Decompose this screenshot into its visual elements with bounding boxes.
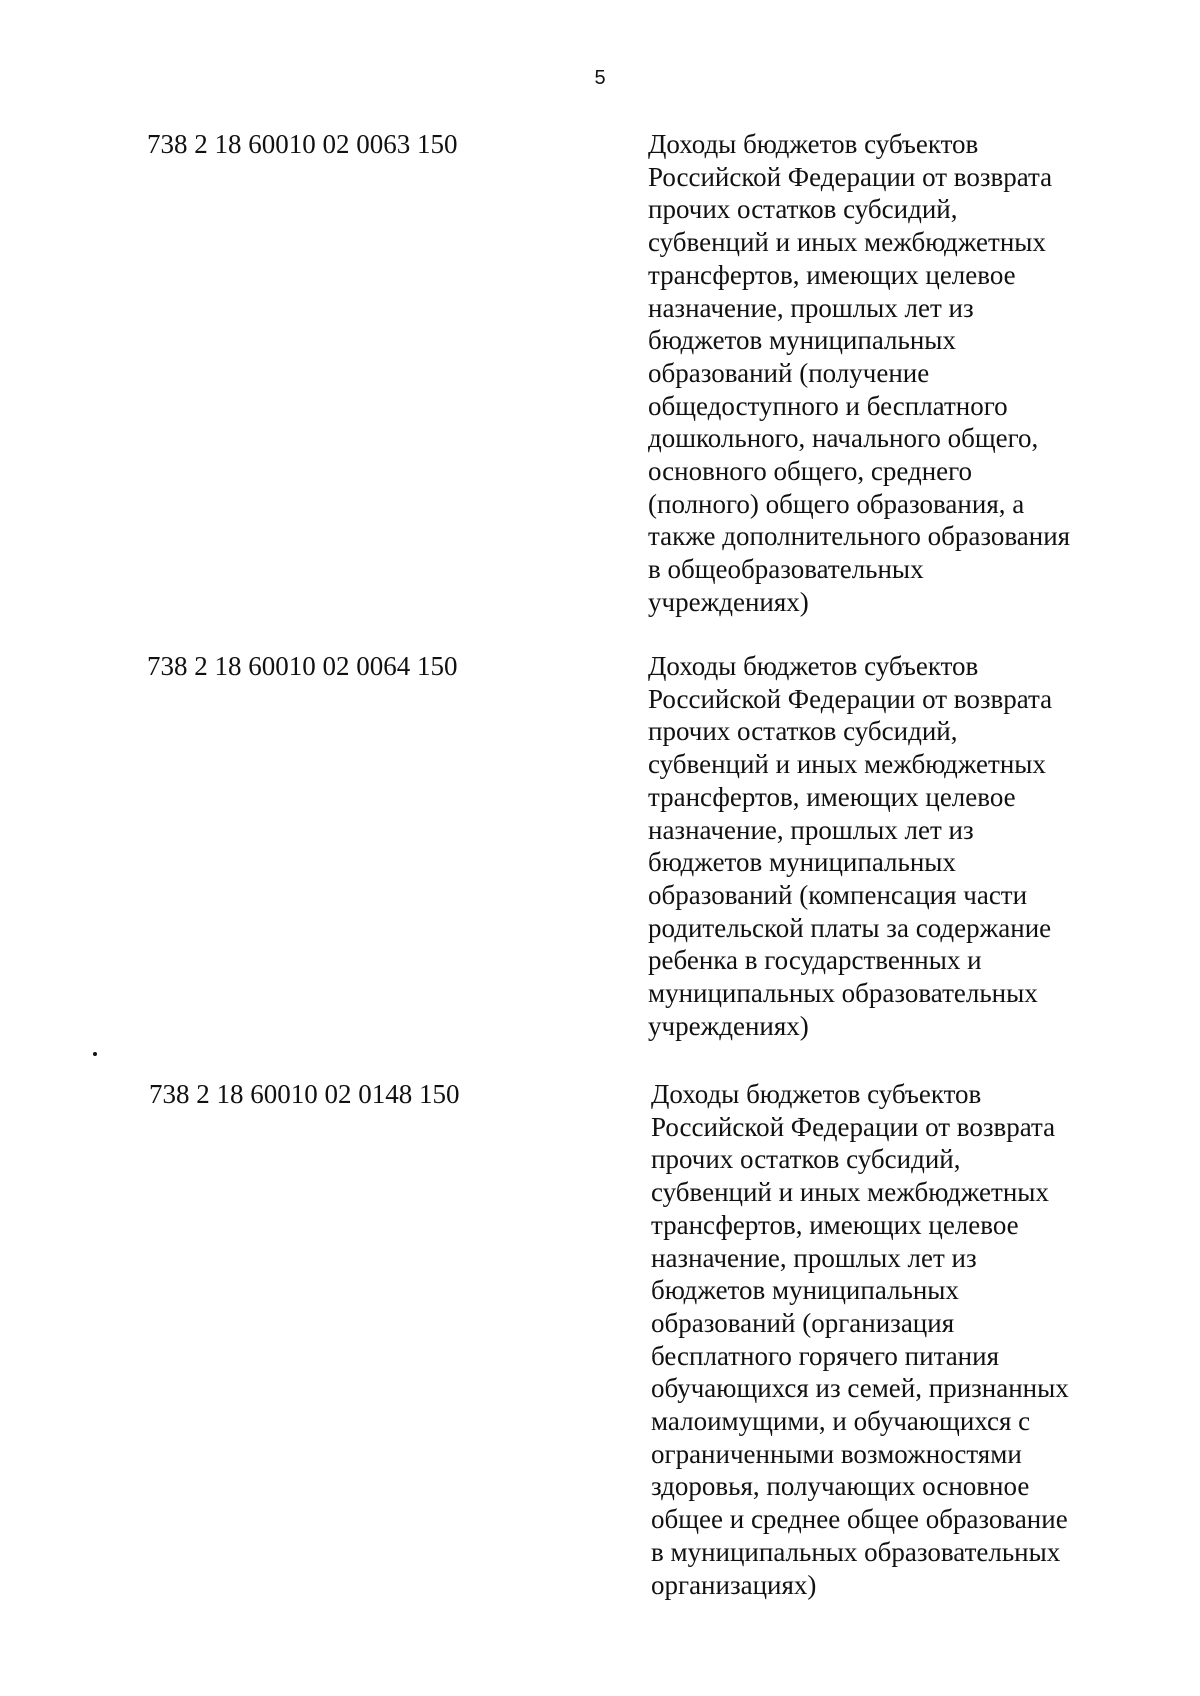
budget-classification-code: 738 2 18 60010 02 0148 150 — [149, 1079, 460, 1109]
page-number: 5 — [594, 67, 606, 89]
scan-dot-mark — [93, 1052, 97, 1056]
budget-classification-code: 738 2 18 60010 02 0063 150 — [147, 129, 458, 159]
revenue-description: Доходы бюджетов субъектов Российской Федерации от возврата прочих остатков субсидий, субвенций и иных межбюджетных трансфертов, имеющих целевое назначение, прошлых лет из бюджетов муниципальных образований (получение общедоступного и бесплатного дошкольного, начального общего, основного общего, среднего (полного) общего образования, а также дополнительного образования в общеобразовательных учреждениях) — [648, 129, 1071, 617]
revenue-description: Доходы бюджетов субъектов Российской Федерации от возврата прочих остатков субсидий, субвенций и иных межбюджетных трансфертов, имеющих целевое назначение, прошлых лет из бюджетов муниципальных образований (организация бесплатного горячего питания обучающихся из семей, признанных малоимущими, и обучающихся с ограниченными возможностями здоровья, получающих основное общее и среднее общее образование в муниципальных образовательных организациях) — [651, 1079, 1069, 1600]
budget-classification-code: 738 2 18 60010 02 0064 150 — [147, 651, 458, 681]
revenue-description: Доходы бюджетов субъектов Российской Федерации от возврата прочих остатков субсидий, субвенций и иных межбюджетных трансфертов, имеющих целевое назначение, прошлых лет из бюджетов муниципальных образований (компенсация части родительской платы за содержание ребенка в государственных и муниципальных образовательных учреждениях) — [648, 651, 1053, 1041]
